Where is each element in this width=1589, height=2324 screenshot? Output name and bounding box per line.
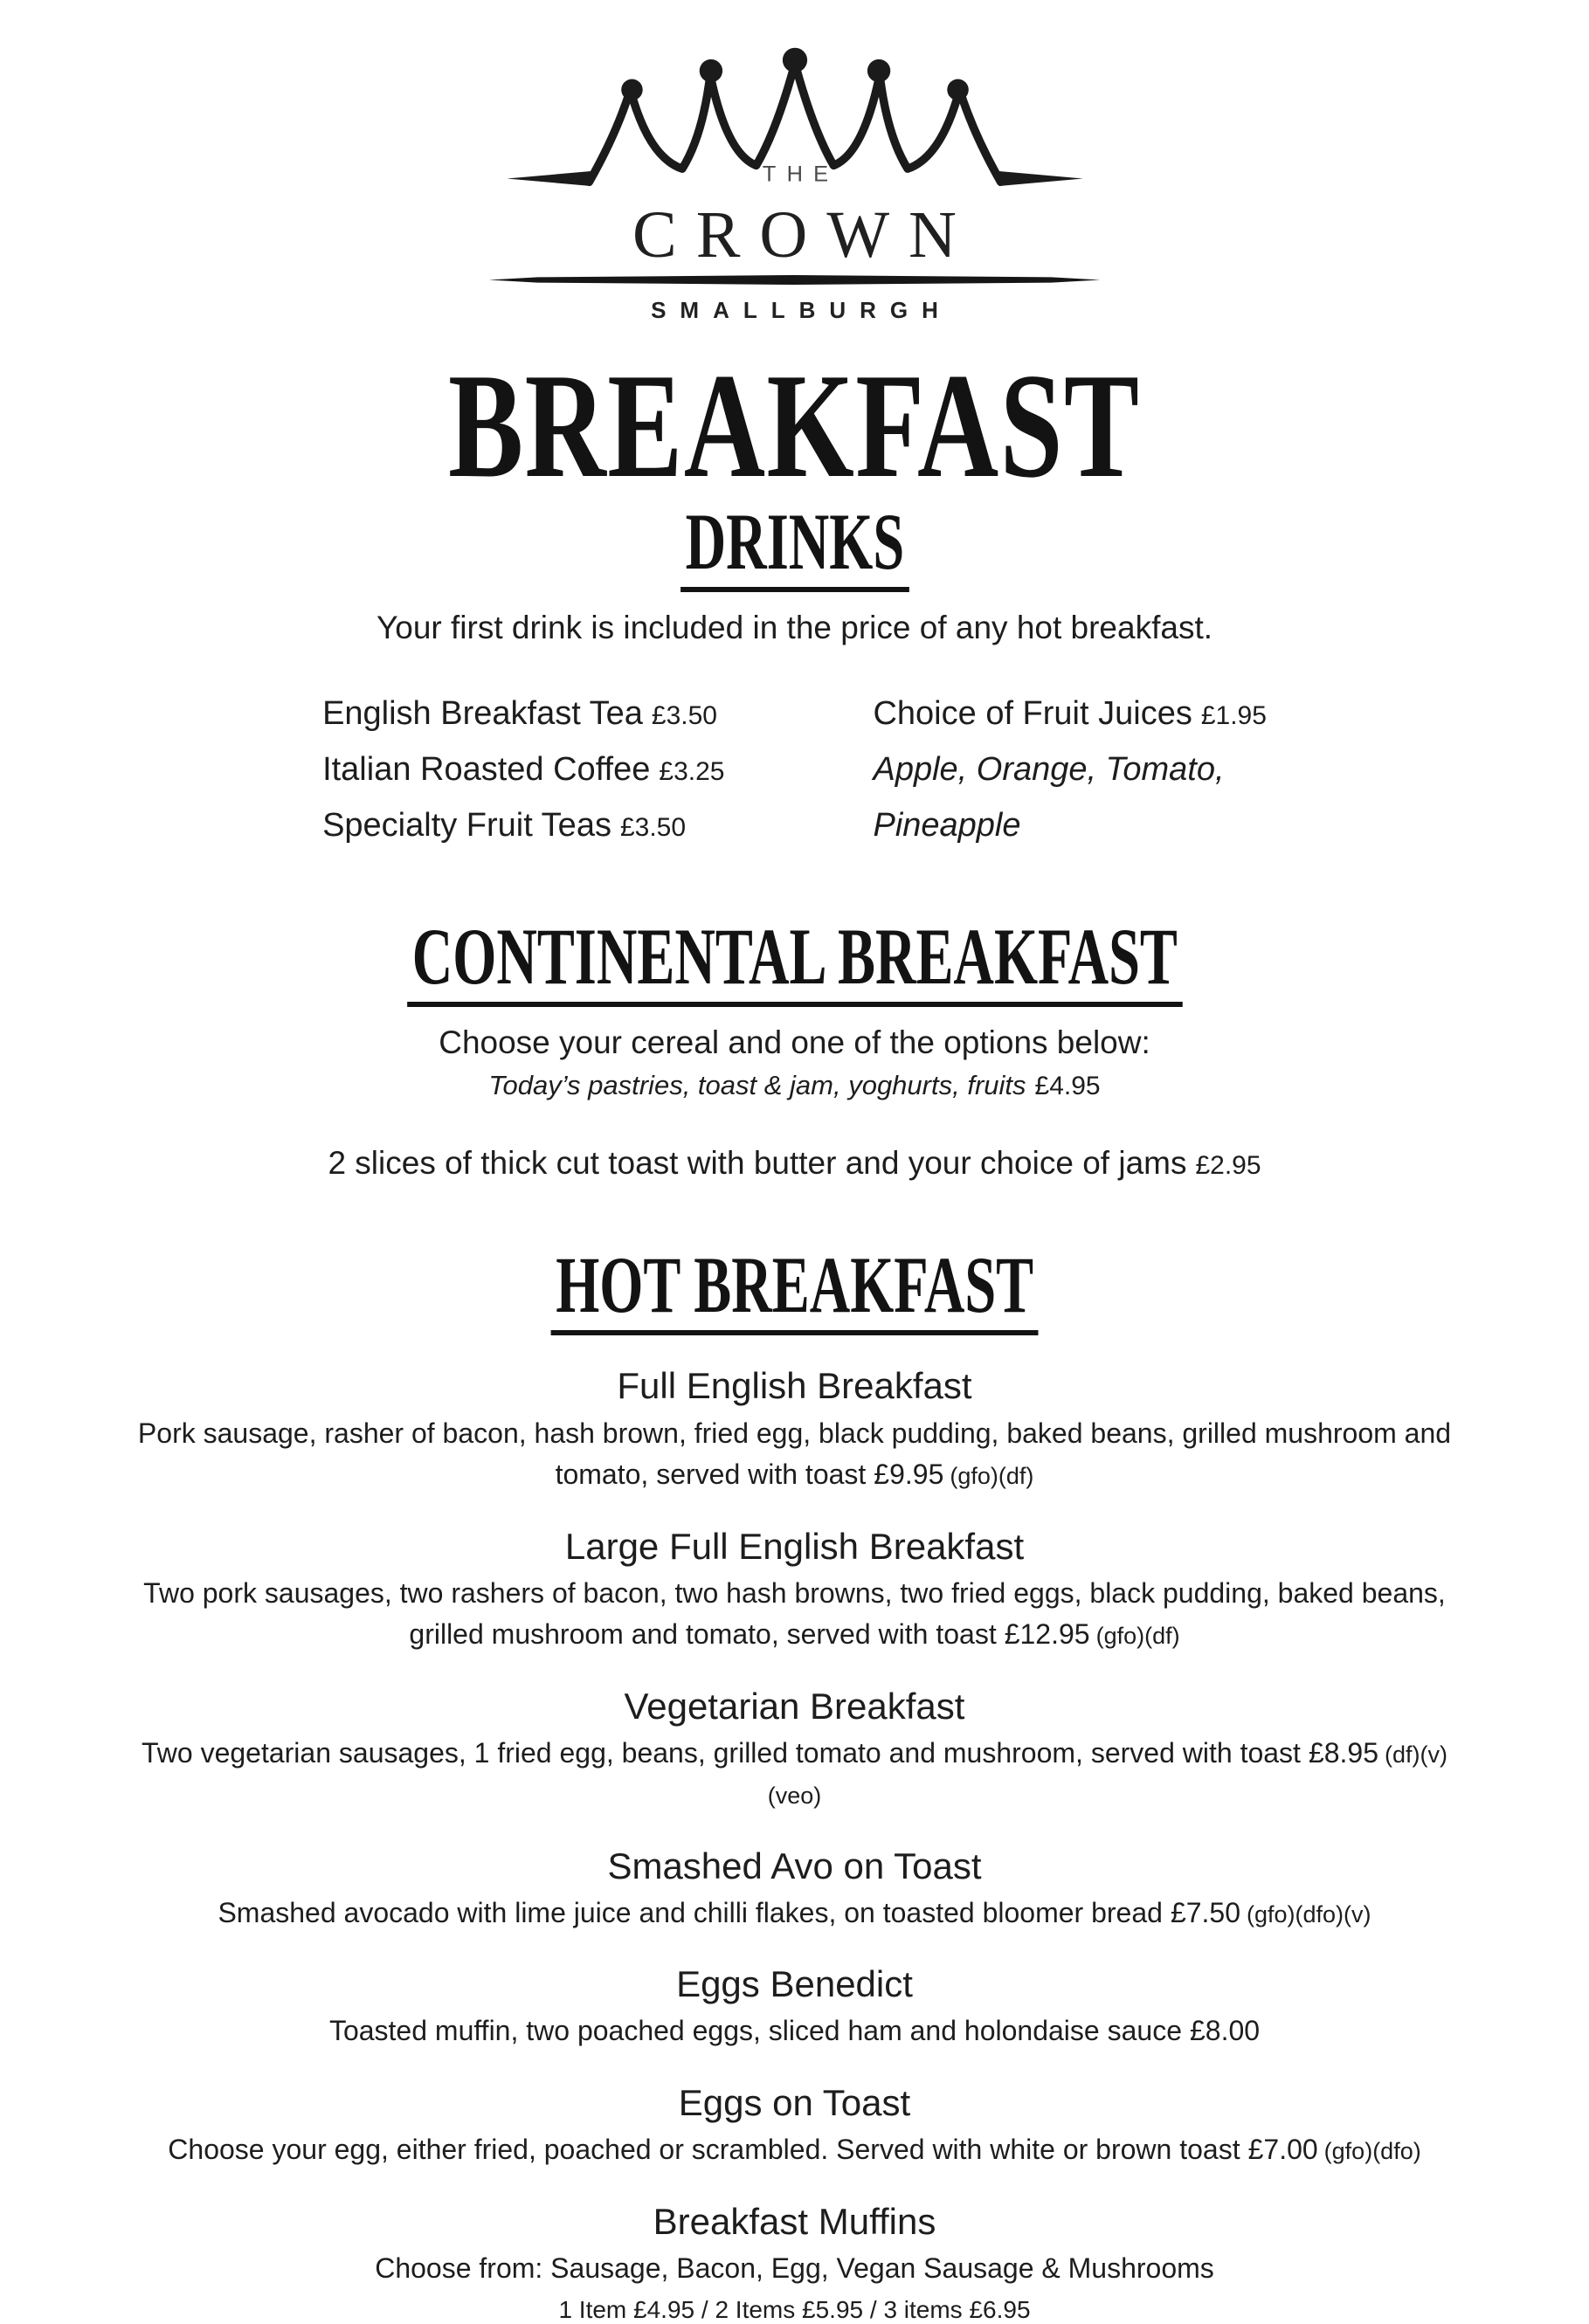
- drinks-column-left: [322, 686, 724, 853]
- hot-breakfast-heading: HOT BREAKFAST: [550, 1245, 1038, 1335]
- menu-item-full-english: [0, 1365, 1589, 1495]
- toast-option: [0, 1145, 1589, 1182]
- drink-name: Italian Roasted Coffee: [322, 751, 650, 788]
- item-price: £8.95: [1309, 1737, 1378, 1769]
- pastries-price: £4.95: [1035, 1072, 1101, 1100]
- logo-pre-title: THE: [762, 162, 839, 186]
- item-desc-text: Smashed avocado with lime juice and chilli flakes, on toasted bloomer bread: [218, 1897, 1162, 1928]
- drinks-intro: Your first drink is included in the price of any hot breakfast.: [0, 610, 1589, 646]
- item-name: Vegetarian Breakfast: [0, 1686, 1589, 1727]
- menu-item-eggs-on-toast: [0, 2082, 1589, 2171]
- drink-name: English Breakfast Tea: [322, 695, 643, 732]
- item-diet-tags: (gfo)(dfo): [1324, 2138, 1421, 2164]
- hot-breakfast-section: [0, 1245, 1589, 2324]
- item-desc-text: Choose from: Sausage, Bacon, Egg, Vegan Sausage & Mushrooms: [375, 2252, 1214, 2284]
- drink-price: £3.25: [659, 757, 724, 786]
- drinks-column-right: [873, 686, 1266, 853]
- crown-icon: [507, 44, 1083, 200]
- drinks-columns: [0, 686, 1589, 853]
- menu-item-smashed-avo: [0, 1845, 1589, 1934]
- item-name: Full English Breakfast: [0, 1365, 1589, 1407]
- continental-section: [0, 916, 1589, 1182]
- item-diet-tags: (gfo)(df): [1096, 1623, 1180, 1649]
- drinks-section: [0, 501, 1589, 853]
- item-price: £8.00: [1190, 2015, 1260, 2046]
- pastries-text: Today’s pastries, toast & jam, yoghurts, fruits: [488, 1070, 1026, 1100]
- continental-intro: Choose your cereal and one of the options below:: [0, 1024, 1589, 1061]
- item-price: £12.95: [1005, 1618, 1090, 1650]
- item-description: [131, 1573, 1459, 1656]
- logo: [0, 44, 1589, 321]
- juice-options-line: Pineapple: [873, 798, 1266, 854]
- drink-price: £1.95: [1201, 701, 1267, 730]
- item-name: Breakfast Muffins: [0, 2201, 1589, 2243]
- pastries-option: [0, 1070, 1589, 1101]
- drink-item: [322, 798, 724, 854]
- item-name: Eggs Benedict: [0, 1963, 1589, 2005]
- drinks-heading: DRINKS: [681, 501, 909, 592]
- menu-item-large-full-english: [0, 1526, 1589, 1656]
- item-description: [131, 1733, 1459, 1816]
- continental-heading: CONTINENTAL BREAKFAST: [407, 916, 1182, 1007]
- toast-text: 2 slices of thick cut toast with butter and your choice of jams: [328, 1145, 1186, 1181]
- item-name: Eggs on Toast: [0, 2082, 1589, 2124]
- item-price: £9.95: [874, 1459, 943, 1490]
- juice-options-line: Apple, Orange, Tomato,: [873, 742, 1266, 798]
- menu-item-vegetarian: [0, 1686, 1589, 1816]
- drink-item: [322, 686, 724, 742]
- item-desc-text: Two pork sausages, two rashers of bacon, two hash browns, two fried eggs, black pudding, baked beans, grilled mushroom and tomato, served with toast: [143, 1577, 1446, 1650]
- item-price: £7.00: [1248, 2134, 1318, 2165]
- logo-divider: [489, 275, 1101, 285]
- drink-name: Choice of Fruit Juices: [873, 695, 1192, 732]
- item-name: Smashed Avo on Toast: [0, 1845, 1589, 1887]
- toast-price: £2.95: [1195, 1151, 1261, 1180]
- item-price: £7.50: [1171, 1897, 1240, 1928]
- drink-item: [322, 742, 724, 798]
- item-description: [131, 2248, 1459, 2289]
- drink-price: £3.50: [652, 701, 717, 730]
- logo-subtitle: SMALLBURGH: [0, 299, 1589, 321]
- item-desc-text: Pork sausage, rasher of bacon, hash brown, fried egg, black pudding, baked beans, grilled mushroom and tomato, served with toast: [138, 1417, 1451, 1490]
- item-description: [131, 2010, 1459, 2052]
- page-title-wrap: [0, 321, 1589, 501]
- item-diet-tags: (df)(v)(veo): [768, 1741, 1447, 1809]
- page-title: BREAKFAST: [448, 351, 1140, 501]
- item-desc-text: Toasted muffin, two poached eggs, sliced ham and holondaise sauce: [329, 2015, 1182, 2046]
- muffin-pricing-line: 1 Item £4.95 / 2 Items £5.95 / 3 items £6.95: [0, 2296, 1589, 2324]
- menu-item-eggs-benedict: [0, 1963, 1589, 2052]
- item-desc-text: Choose your egg, either fried, poached or scrambled. Served with white or brown toast: [168, 2134, 1240, 2165]
- item-desc-text: Two vegetarian sausages, 1 fried egg, beans, grilled tomato and mushroom, served with toast: [142, 1737, 1301, 1769]
- menu-item-breakfast-muffins: [0, 2201, 1589, 2324]
- item-name: Large Full English Breakfast: [0, 1526, 1589, 1568]
- item-diet-tags: (gfo)(df): [950, 1463, 1033, 1489]
- item-description: [131, 1893, 1459, 1934]
- drink-item: [873, 686, 1266, 742]
- item-diet-tags: (gfo)(dfo)(v): [1247, 1901, 1371, 1927]
- item-description: [131, 1413, 1459, 1496]
- item-description: [131, 2129, 1459, 2170]
- drink-name: Specialty Fruit Teas: [322, 807, 611, 844]
- logo-name: CROWN: [0, 202, 1589, 268]
- drink-price: £3.50: [620, 813, 686, 842]
